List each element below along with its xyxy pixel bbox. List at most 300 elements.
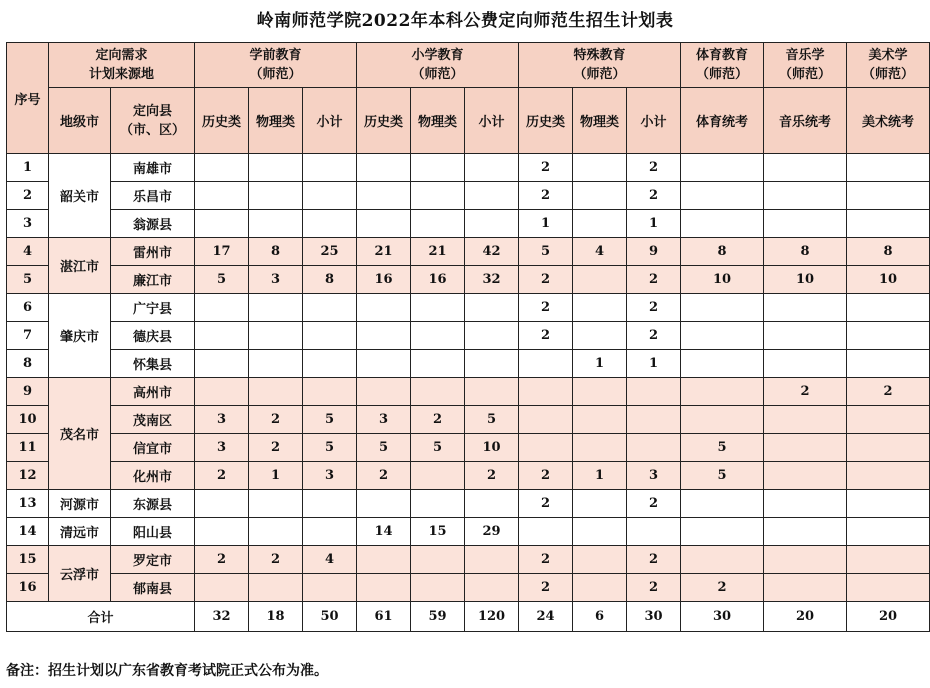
header-major-pe — [681, 43, 764, 88]
quota-cell: 2 — [465, 462, 519, 490]
quota-cell — [357, 546, 411, 574]
quota-cell: 2 — [519, 182, 573, 210]
quota-cell — [847, 434, 930, 462]
row-number: 14 — [7, 518, 49, 546]
row-number: 10 — [7, 406, 49, 434]
table-row — [7, 574, 930, 602]
quota-cell — [411, 322, 465, 350]
quota-cell: 1 — [573, 462, 627, 490]
header-history: 历史类 — [195, 88, 249, 154]
table-row — [7, 182, 930, 210]
quota-cell — [249, 378, 303, 406]
quota-cell: 16 — [357, 266, 411, 294]
header-demand-line2: 计划来源地 — [89, 67, 155, 82]
table-row — [7, 546, 930, 574]
quota-cell: 4 — [573, 238, 627, 266]
quota-cell — [519, 434, 573, 462]
quota-cell — [847, 490, 930, 518]
quota-cell — [465, 294, 519, 322]
quota-cell — [573, 182, 627, 210]
county-cell: 翁源县 — [111, 210, 195, 238]
quota-cell — [519, 518, 573, 546]
quota-cell: 1 — [627, 350, 681, 378]
table-row — [7, 434, 930, 462]
quota-cell — [195, 154, 249, 182]
quota-cell — [249, 322, 303, 350]
quota-cell — [303, 574, 357, 602]
row-number: 15 — [7, 546, 49, 574]
quota-cell — [764, 182, 847, 210]
quota-cell — [411, 546, 465, 574]
quota-cell — [627, 378, 681, 406]
quota-cell: 8 — [847, 238, 930, 266]
quota-cell: 1 — [627, 210, 681, 238]
quota-cell: 2 — [627, 294, 681, 322]
quota-cell: 1 — [249, 462, 303, 490]
table-row — [7, 238, 930, 266]
quota-cell — [847, 574, 930, 602]
quota-cell: 2 — [627, 490, 681, 518]
prefecture-cell: 茂名市 — [49, 378, 111, 490]
total-cell: 32 — [195, 602, 249, 632]
table-row — [7, 350, 930, 378]
county-cell: 怀集县 — [111, 350, 195, 378]
quota-cell — [681, 294, 764, 322]
quota-cell — [681, 490, 764, 518]
prefecture-cell: 韶关市 — [49, 154, 111, 238]
header-subtotal: 小计 — [303, 88, 357, 154]
table-row — [7, 462, 930, 490]
quota-cell — [573, 546, 627, 574]
quota-cell: 10 — [465, 434, 519, 462]
quota-cell: 25 — [303, 238, 357, 266]
quota-cell — [465, 350, 519, 378]
quota-cell: 21 — [357, 238, 411, 266]
quota-cell: 2 — [249, 546, 303, 574]
quota-cell: 5 — [465, 406, 519, 434]
quota-cell — [195, 350, 249, 378]
header-music-exam: 音乐统考 — [764, 88, 847, 154]
quota-cell: 8 — [681, 238, 764, 266]
quota-cell — [681, 210, 764, 238]
quota-cell — [195, 378, 249, 406]
header-major-art — [847, 43, 930, 88]
quota-cell — [764, 434, 847, 462]
quota-cell — [303, 294, 357, 322]
county-cell: 雷州市 — [111, 238, 195, 266]
quota-cell: 15 — [411, 518, 465, 546]
header-demand-source — [49, 43, 195, 88]
header-physics: 物理类 — [249, 88, 303, 154]
quota-cell — [627, 406, 681, 434]
quota-cell: 5 — [681, 434, 764, 462]
row-number: 7 — [7, 322, 49, 350]
total-cell: 6 — [573, 602, 627, 632]
total-label: 合计 — [7, 602, 195, 632]
total-cell: 59 — [411, 602, 465, 632]
quota-cell — [764, 546, 847, 574]
quota-cell: 5 — [303, 406, 357, 434]
quota-cell — [573, 210, 627, 238]
quota-cell: 17 — [195, 238, 249, 266]
quota-cell — [411, 182, 465, 210]
quota-cell: 2 — [519, 490, 573, 518]
quota-cell: 3 — [357, 406, 411, 434]
quota-cell — [573, 574, 627, 602]
quota-cell — [411, 210, 465, 238]
quota-cell: 8 — [303, 266, 357, 294]
prefecture-cell: 清远市 — [49, 518, 111, 546]
quota-cell: 4 — [303, 546, 357, 574]
major-sub: （师范） — [573, 67, 626, 82]
page-title: 岭南师范学院2022年本科公费定向师范生招生计划表 — [256, 11, 674, 31]
quota-cell — [681, 154, 764, 182]
enrollment-plan-table — [6, 42, 930, 632]
county-cell: 茂南区 — [111, 406, 195, 434]
county-cell: 德庆县 — [111, 322, 195, 350]
total-cell: 20 — [847, 602, 930, 632]
quota-cell — [764, 462, 847, 490]
quota-cell: 5 — [357, 434, 411, 462]
table-row — [7, 266, 930, 294]
prefecture-cell: 河源市 — [49, 490, 111, 518]
quota-cell: 2 — [519, 294, 573, 322]
quota-cell — [627, 518, 681, 546]
header-major-special — [519, 43, 681, 88]
major-sub: （师范） — [696, 67, 749, 82]
quota-cell: 2 — [411, 406, 465, 434]
quota-cell: 3 — [195, 406, 249, 434]
quota-cell: 5 — [681, 462, 764, 490]
quota-cell — [573, 294, 627, 322]
quota-cell — [681, 518, 764, 546]
quota-cell — [764, 210, 847, 238]
quota-cell — [573, 434, 627, 462]
quota-cell: 9 — [627, 238, 681, 266]
quota-cell — [303, 490, 357, 518]
quota-cell — [465, 322, 519, 350]
quota-cell — [681, 350, 764, 378]
quota-cell: 2 — [519, 546, 573, 574]
quota-cell — [519, 378, 573, 406]
quota-cell — [303, 350, 357, 378]
quota-cell — [357, 574, 411, 602]
major-sub: （师范） — [779, 67, 832, 82]
quota-cell — [573, 322, 627, 350]
header-pe-exam: 体育统考 — [681, 88, 764, 154]
quota-cell — [195, 294, 249, 322]
quota-cell: 3 — [303, 462, 357, 490]
header-county-line1: 定向县 — [133, 103, 173, 119]
quota-cell — [764, 322, 847, 350]
major-sub: （师范） — [411, 67, 464, 82]
total-cell: 61 — [357, 602, 411, 632]
quota-cell — [764, 490, 847, 518]
total-cell: 24 — [519, 602, 573, 632]
header-major-primary — [357, 43, 519, 88]
row-number: 5 — [7, 266, 49, 294]
major-name: 小学教育 — [411, 48, 464, 63]
major-name: 体育教育 — [696, 48, 749, 63]
plan-body — [7, 154, 930, 602]
quota-cell — [681, 378, 764, 406]
quota-cell — [519, 406, 573, 434]
quota-cell — [411, 294, 465, 322]
header-history: 历史类 — [519, 88, 573, 154]
quota-cell — [357, 210, 411, 238]
quota-cell: 2 — [627, 546, 681, 574]
quota-cell — [465, 490, 519, 518]
county-cell: 阳山县 — [111, 518, 195, 546]
quota-cell — [303, 154, 357, 182]
quota-cell — [357, 294, 411, 322]
major-name: 音乐学 — [785, 48, 825, 63]
header-history: 历史类 — [357, 88, 411, 154]
total-cell: 18 — [249, 602, 303, 632]
county-cell: 信宜市 — [111, 434, 195, 462]
row-number: 4 — [7, 238, 49, 266]
quota-cell — [303, 322, 357, 350]
total-cell: 50 — [303, 602, 357, 632]
quota-cell: 2 — [519, 574, 573, 602]
quota-cell: 3 — [249, 266, 303, 294]
row-number: 12 — [7, 462, 49, 490]
county-cell: 廉江市 — [111, 266, 195, 294]
county-cell: 东源县 — [111, 490, 195, 518]
quota-cell — [847, 462, 930, 490]
quota-cell — [573, 154, 627, 182]
header-prefecture: 地级市 — [49, 88, 111, 154]
header-demand-line1: 定向需求 — [95, 48, 148, 63]
quota-cell — [303, 210, 357, 238]
prefecture-cell: 云浮市 — [49, 546, 111, 602]
quota-cell — [573, 378, 627, 406]
table-row — [7, 322, 930, 350]
quota-cell: 32 — [465, 266, 519, 294]
quota-cell — [764, 294, 847, 322]
quota-cell — [249, 490, 303, 518]
quota-cell: 2 — [627, 154, 681, 182]
quota-cell — [195, 518, 249, 546]
quota-cell — [357, 350, 411, 378]
quota-cell: 2 — [627, 322, 681, 350]
table-row — [7, 490, 930, 518]
quota-cell — [847, 210, 930, 238]
header-county — [111, 88, 195, 154]
quota-cell: 2 — [249, 406, 303, 434]
total-cell: 120 — [465, 602, 519, 632]
quota-cell — [195, 490, 249, 518]
table-row — [7, 210, 930, 238]
quota-cell — [249, 210, 303, 238]
quota-cell: 21 — [411, 238, 465, 266]
quota-cell: 8 — [764, 238, 847, 266]
major-name: 学前教育 — [249, 48, 302, 63]
quota-cell — [573, 406, 627, 434]
quota-cell — [357, 490, 411, 518]
row-number: 9 — [7, 378, 49, 406]
quota-cell: 2 — [847, 378, 930, 406]
quota-cell — [249, 350, 303, 378]
header-art-exam: 美术统考 — [847, 88, 930, 154]
table-row — [7, 518, 930, 546]
total-cell: 30 — [681, 602, 764, 632]
quota-cell: 10 — [764, 266, 847, 294]
row-number: 2 — [7, 182, 49, 210]
county-cell: 广宁县 — [111, 294, 195, 322]
quota-cell — [411, 574, 465, 602]
quota-cell — [847, 322, 930, 350]
major-name: 美术学 — [868, 48, 908, 63]
quota-cell — [847, 518, 930, 546]
header-major-preschool — [195, 43, 357, 88]
county-cell: 罗定市 — [111, 546, 195, 574]
quota-cell — [249, 294, 303, 322]
quota-cell: 5 — [519, 238, 573, 266]
quota-cell: 10 — [681, 266, 764, 294]
quota-cell: 2 — [519, 154, 573, 182]
quota-cell: 2 — [681, 574, 764, 602]
quota-cell — [764, 350, 847, 378]
quota-cell — [764, 518, 847, 546]
county-cell: 化州市 — [111, 462, 195, 490]
header-seq: 序号 — [7, 43, 49, 154]
table-row — [7, 294, 930, 322]
quota-cell — [519, 350, 573, 378]
quota-cell — [764, 574, 847, 602]
quota-cell: 2 — [764, 378, 847, 406]
quota-cell: 2 — [519, 322, 573, 350]
table-row — [7, 154, 930, 182]
table-row — [7, 406, 930, 434]
quota-cell — [847, 546, 930, 574]
header-physics: 物理类 — [573, 88, 627, 154]
quota-cell — [303, 518, 357, 546]
quota-cell — [465, 154, 519, 182]
header-physics: 物理类 — [411, 88, 465, 154]
quota-cell — [249, 154, 303, 182]
quota-cell: 8 — [249, 238, 303, 266]
quota-cell: 1 — [519, 210, 573, 238]
quota-cell — [411, 490, 465, 518]
quota-cell: 2 — [627, 266, 681, 294]
quota-cell — [627, 434, 681, 462]
row-number: 3 — [7, 210, 49, 238]
quota-cell: 42 — [465, 238, 519, 266]
quota-cell — [764, 154, 847, 182]
quota-cell — [249, 182, 303, 210]
major-sub: （师范） — [862, 67, 915, 82]
quota-cell — [357, 378, 411, 406]
quota-cell — [573, 490, 627, 518]
quota-cell — [465, 182, 519, 210]
quota-cell — [195, 574, 249, 602]
prefecture-cell: 湛江市 — [49, 238, 111, 294]
quota-cell: 16 — [411, 266, 465, 294]
header-subtotal: 小计 — [465, 88, 519, 154]
quota-cell — [303, 182, 357, 210]
quota-cell — [847, 154, 930, 182]
quota-cell: 5 — [303, 434, 357, 462]
county-cell: 郁南县 — [111, 574, 195, 602]
quota-cell — [195, 182, 249, 210]
quota-cell — [357, 154, 411, 182]
total-cell: 20 — [764, 602, 847, 632]
major-name: 特殊教育 — [573, 48, 626, 63]
quota-cell — [681, 546, 764, 574]
quota-cell — [411, 462, 465, 490]
quota-cell — [249, 518, 303, 546]
row-number: 8 — [7, 350, 49, 378]
quota-cell — [681, 322, 764, 350]
county-cell: 乐昌市 — [111, 182, 195, 210]
quota-cell — [195, 322, 249, 350]
quota-cell: 10 — [847, 266, 930, 294]
major-sub: （师范） — [249, 67, 302, 82]
quota-cell: 3 — [195, 434, 249, 462]
quota-cell — [411, 378, 465, 406]
quota-cell — [411, 154, 465, 182]
row-number: 16 — [7, 574, 49, 602]
quota-cell — [847, 294, 930, 322]
quota-cell — [411, 350, 465, 378]
quota-cell — [573, 518, 627, 546]
row-number: 11 — [7, 434, 49, 462]
row-number: 6 — [7, 294, 49, 322]
quota-cell — [847, 406, 930, 434]
county-cell: 南雄市 — [111, 154, 195, 182]
quota-cell — [249, 574, 303, 602]
quota-cell: 2 — [195, 546, 249, 574]
quota-cell: 3 — [627, 462, 681, 490]
header-major-music — [764, 43, 847, 88]
row-number: 13 — [7, 490, 49, 518]
quota-cell — [195, 210, 249, 238]
quota-cell — [357, 182, 411, 210]
quota-cell: 2 — [627, 574, 681, 602]
quota-cell: 2 — [249, 434, 303, 462]
quota-cell: 2 — [519, 266, 573, 294]
quota-cell: 5 — [195, 266, 249, 294]
quota-cell — [764, 406, 847, 434]
quota-cell: 2 — [627, 182, 681, 210]
quota-cell — [465, 574, 519, 602]
quota-cell: 1 — [573, 350, 627, 378]
quota-cell — [357, 322, 411, 350]
quota-cell — [681, 182, 764, 210]
quota-cell — [465, 546, 519, 574]
quota-cell — [573, 266, 627, 294]
quota-cell: 2 — [195, 462, 249, 490]
quota-cell — [847, 350, 930, 378]
quota-cell — [847, 182, 930, 210]
table-row — [7, 378, 930, 406]
quota-cell: 2 — [357, 462, 411, 490]
quota-cell — [465, 210, 519, 238]
prefecture-cell: 肇庆市 — [49, 294, 111, 378]
quota-cell: 14 — [357, 518, 411, 546]
quota-cell — [681, 406, 764, 434]
quota-cell: 29 — [465, 518, 519, 546]
total-row — [7, 602, 930, 632]
quota-cell: 5 — [411, 434, 465, 462]
total-cell: 30 — [627, 602, 681, 632]
header-county-line2: （市、区） — [120, 122, 186, 138]
footnote: 备注：招生计划以广东省教育考试院正式公布为准。 — [6, 663, 328, 679]
quota-cell: 2 — [519, 462, 573, 490]
county-cell: 高州市 — [111, 378, 195, 406]
quota-cell — [465, 378, 519, 406]
